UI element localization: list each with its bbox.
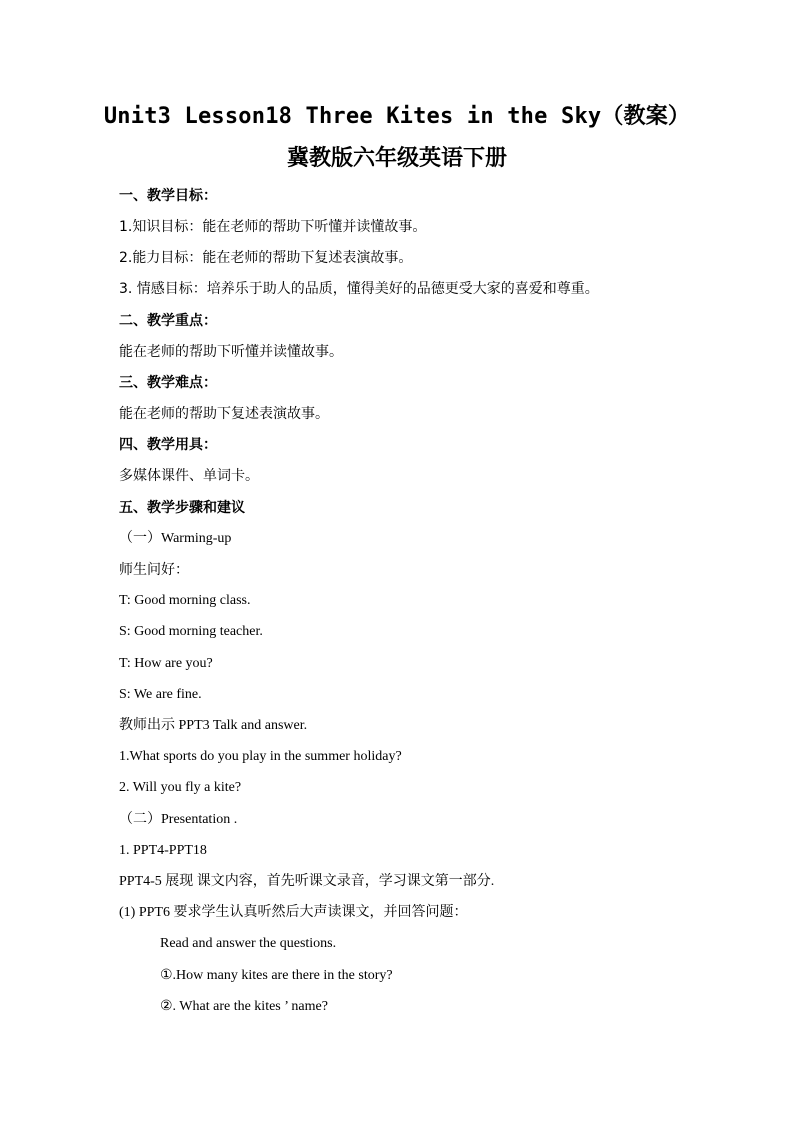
section-heading-difficulties: 三、教学难点： bbox=[119, 375, 217, 391]
dialogue-line: T: Good morning class. bbox=[119, 593, 251, 608]
story-question-1: ①.How many kites are there in the story? bbox=[160, 968, 393, 983]
greeting-label: 师生问好： bbox=[119, 562, 189, 578]
ppt6-instruction: (1) PPT6 要求学生认真听然后大声读课文，并回答问题： bbox=[119, 905, 468, 920]
objective-emotion: 3. 情感目标：培养乐于助人的品质，懂得美好的品德更受大家的喜爱和尊重。 bbox=[119, 281, 599, 297]
objective-ability: 2.能力目标：能在老师的帮助下复述表演故事。 bbox=[119, 250, 413, 266]
section-heading-objectives: 一、教学目标： bbox=[119, 188, 217, 204]
step-presentation-heading: （二）Presentation . bbox=[119, 812, 238, 827]
section-heading-teaching-aids: 四、教学用具： bbox=[119, 437, 217, 453]
ppt-range-heading: 1. PPT4-PPT18 bbox=[119, 843, 207, 858]
dialogue-line: S: Good morning teacher. bbox=[119, 624, 263, 639]
teaching-aids-text: 多媒体课件、单词卡。 bbox=[119, 468, 259, 484]
read-and-answer-line: Read and answer the questions. bbox=[160, 936, 337, 951]
objective-knowledge: 1.知识目标：能在老师的帮助下听懂并读懂故事。 bbox=[119, 219, 427, 235]
dialogue-line: S: We are fine. bbox=[119, 687, 202, 702]
key-point-text: 能在老师的帮助下听懂并读懂故事。 bbox=[119, 344, 343, 360]
question-line: 1.What sports do you play in the summer holiday? bbox=[119, 749, 402, 764]
ppt4-5-instruction: PPT4-5 展现 课文内容，首先听课文录音，学习课文第一部分. bbox=[119, 874, 495, 889]
ppt3-instruction: 教师出示 PPT3 Talk and answer. bbox=[119, 718, 308, 733]
step-warming-up-heading: （一）Warming-up bbox=[119, 531, 232, 546]
document-title: Unit3 Lesson18 Three Kites in the Sky（教案） bbox=[103, 104, 691, 129]
story-question-2: ②. What are the kites ’ name? bbox=[160, 999, 328, 1014]
document-subtitle: 冀教版六年级英语下册 bbox=[286, 145, 507, 171]
section-heading-key-points: 二、教学重点： bbox=[119, 313, 217, 329]
dialogue-line: T: How are you? bbox=[119, 656, 213, 671]
difficulty-text: 能在老师的帮助下复述表演故事。 bbox=[119, 406, 329, 422]
section-heading-teaching-steps: 五、教学步骤和建议 bbox=[119, 500, 245, 516]
question-line: 2. Will you fly a kite? bbox=[119, 780, 242, 795]
